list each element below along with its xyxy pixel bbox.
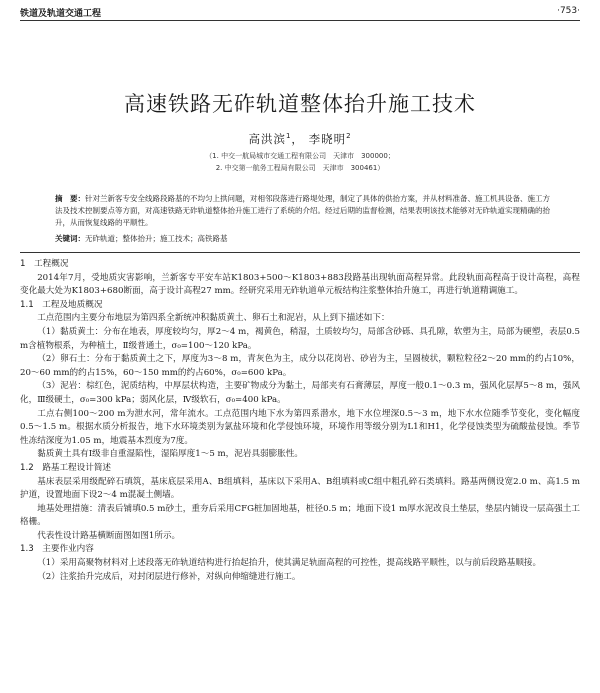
paper-title: 高速铁路无砟轨道整体抬升施工技术 (124, 92, 476, 116)
running-header (20, 6, 580, 21)
paragraph: （2）注浆抬升完成后，对封闭层进行修补，对纵向伸缩缝进行施工。 (37, 571, 301, 582)
paragraph: （1）黏质黄土：分布在地表，厚度较均匀，厚2～4 m，褐黄色，稍湿，土质较均匀，局部含砂砾、具孔隙，软塑为主，局部为硬塑，表层0.5 m含植物根系，为种植土，Ⅱ级普通土，σ₀=100～120 kPa。 (20, 326, 580, 351)
section-divider (20, 252, 580, 253)
author-name: 李晓明 (308, 132, 347, 146)
keywords (55, 233, 555, 245)
section-heading: 1.1 工程及地质概况 (20, 299, 103, 310)
paragraph: 工点范围内主要分布地层为第四系全新统冲积黏质黄土、卵石土和泥岩，从上到下描述如下： (37, 313, 390, 324)
abstract-text: 针对兰新客专安全线路段路基的不均匀上拱问题，对相邻段落进行路堤处理，制定了具体的供抬方案，并从材料准备、施工机具设备、施工方法及技术控制要点等方面，对高速铁路无砟轨道整体抬升施工进行了系统的介绍。经过后期的监督检测，结果表明该技术能够对无砟轨道实现精确的抬升，从而恢复线路的平顺性。 (55, 194, 550, 227)
body-text (20, 256, 580, 584)
paragraph: 黏质黄土具有Ⅰ级非自重湿陷性，湿陷厚度1～5 m，泥岩具弱膨胀性。 (37, 449, 304, 460)
affiliation-mark: 2 (346, 132, 352, 141)
affiliation-line: 2. 中交第一航务工程局有限公司 天津市 300461） (215, 164, 385, 172)
paragraph: 工点右侧100～200 m为泄水河，常年流水。工点范围内地下水为第四系潜水，地下水位埋深0.5～3 m，地下水水位随季节变化，变化幅度0.5～1.5 m。根据水质分析报告，地下水环境类别为氯盐环境和化学侵蚀环境，环境作用等级分别为L1和H1，化学侵蚀类型为硫酸盐侵蚀。季节性冻结深度为1.05 m，地震基本烈度为7度。 (20, 408, 580, 446)
section-heading: 1.2 路基工程设计简述 (20, 462, 112, 473)
abstract-label: 摘 要： (55, 194, 85, 203)
paragraph: （2）卵石土：分布于黏质黄土之下，厚度为3～8 m，青灰色为主，成分以花岗岩、砂岩为主，呈圆棱状，颗粒粒径2～20 mm的约占10%，20～60 mm的约占15%，60～150 mm的约占60%，σ₀=600 kPa。 (20, 354, 580, 378)
keywords-text: 无砟轨道；整体抬升；施工技术；高铁路基 (85, 234, 228, 243)
paragraph: 地基处理措施：清表后铺填0.5 m砂土，重夯后采用CFG桩加固地基，桩径0.5 m；地面下设1 m厚水泥改良土垫层，垫层内铺设一层高强土工格栅。 (20, 503, 580, 528)
keywords-label: 关键词： (55, 234, 85, 243)
abstract (55, 193, 555, 229)
paragraph: 代表性设计路基横断面图如图1所示。 (37, 530, 181, 541)
section-heading: 1.3 主要作业内容 (20, 544, 94, 555)
paragraph: （3）泥岩：棕红色，泥质结构，中厚层状构造，主要矿物成分为黏土，局部夹有石膏薄层，厚度一般0.1～0.3 m，强风化层厚5～8 m，强风化，Ⅲ级硬土，σ₀=300 kPa；弱风化层，Ⅳ级软石，σ₀=400 kPa。 (20, 381, 580, 405)
author-line (0, 131, 600, 147)
paragraph: 基床表层采用级配碎石填筑，基床底层采用A、B组填料，基床以下采用A、B组填料或C组中粗孔碎石类填料。路基两侧设宽2.0 m、高1.5 m护道，设置地面下设2～4 m混凝土侧墙。 (20, 476, 580, 501)
page-number: ·753· (557, 6, 580, 16)
paragraph: 2014年7月，受地质灾害影响，兰新客专平安车站K1803+500～K1803+883段路基出现轨面高程异常。此段轨面高程高于设计高程，高程变化最大处为K1803+680断面，高于设计高程27 mm。经研究采用无砟轨道单元板结构注浆整体抬升施工，再进行轨道精调施工。 (20, 272, 580, 297)
affiliation-line: （1. 中交一航局城市交通工程有限公司 天津市 300000； (205, 152, 395, 160)
journal-name: 铁道及轨道交通工程 (20, 9, 102, 19)
affiliation-mark: 1 (285, 132, 292, 141)
author-separator: ， (291, 132, 304, 146)
author-name: 高洪滨 (248, 132, 286, 146)
paragraph: （1）采用高聚物材料对上述段落无砟轨道结构进行抬起抬升，使其满足轨面高程的可控性，提高线路平顺性，以与前后段路基顺接。 (37, 558, 542, 569)
section-heading: 1 工程概况 (20, 259, 69, 269)
